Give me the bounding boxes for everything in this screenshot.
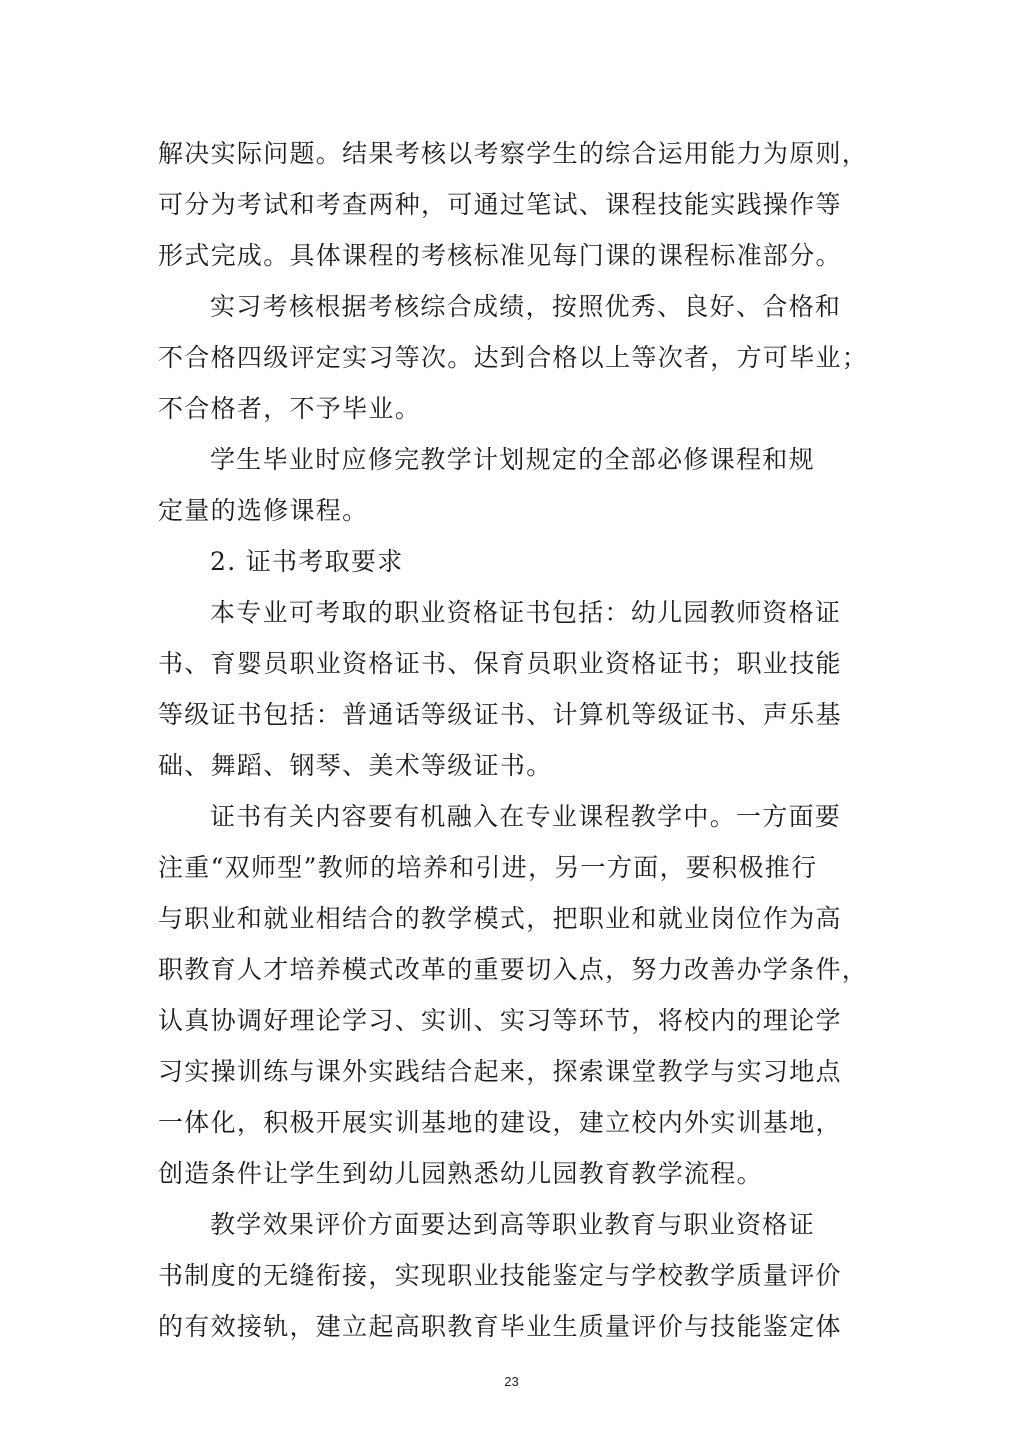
text-line: 实习考核根据考核综合成绩，按照优秀、良好、合格和	[210, 292, 842, 321]
text-line: 学生毕业时应修完教学计划规定的全部必修课程和规	[210, 445, 815, 474]
text-line: 不合格四级评定实习等次。达到合格以上等次者，方可毕业；	[158, 343, 869, 372]
text-line: 形式完成。具体课程的考核标准见每门课的课程标准部分。	[158, 241, 842, 270]
text-line: 定量的选修课程。	[158, 496, 369, 525]
text-line: 书制度的无缝衔接，实现职业技能鉴定与学校教学质量评价	[158, 1261, 842, 1290]
text-line: 可分为考试和考查两种，可通过笔试、课程技能实践操作等	[158, 190, 842, 219]
text-line: 书、育婴员职业资格证书、保育员职业资格证书；职业技能	[158, 649, 842, 678]
text-line: 认真协调好理论学习、实训、实习等环节，将校内的理论学	[158, 1006, 842, 1035]
text-line: 注重“双师型”教师的培养和引进，另一方面，要积极推行	[158, 853, 818, 882]
text-line: 证书有关内容要有机融入在专业课程教学中。一方面要	[210, 802, 842, 831]
text-line: 与职业和就业相结合的教学模式，把职业和就业岗位作为高	[158, 904, 842, 933]
text-line: 解决实际问题。结果考核以考察学生的综合运用能力为原则，	[158, 139, 869, 168]
text-line: 创造条件让学生到幼儿园熟悉幼儿园教育教学流程。	[158, 1159, 763, 1188]
body-text	[158, 128, 880, 1352]
text-line: 职教育人才培养模式改革的重要切入点，努力改善办学条件，	[158, 955, 869, 984]
section-heading: 2. 证书考取要求	[210, 547, 404, 576]
text-line: 习实操训练与课外实践结合起来，探索课堂教学与实习地点	[158, 1057, 842, 1086]
text-line: 本专业可考取的职业资格证书包括：幼儿园教师资格证	[210, 598, 842, 627]
text-line: 础、舞蹈、钢琴、美术等级证书。	[158, 751, 553, 780]
page-number: 23	[504, 1374, 519, 1389]
text-line: 的有效接轨，建立起高职教育毕业生质量评价与技能鉴定体	[158, 1312, 842, 1341]
text-line: 教学效果评价方面要达到高等职业教育与职业资格证	[210, 1210, 815, 1239]
text-line: 一体化，积极开展实训基地的建设，建立校内外实训基地，	[158, 1108, 842, 1137]
text-line: 等级证书包括：普通话等级证书、计算机等级证书、声乐基	[158, 700, 842, 729]
text-line: 不合格者，不予毕业。	[158, 394, 422, 423]
